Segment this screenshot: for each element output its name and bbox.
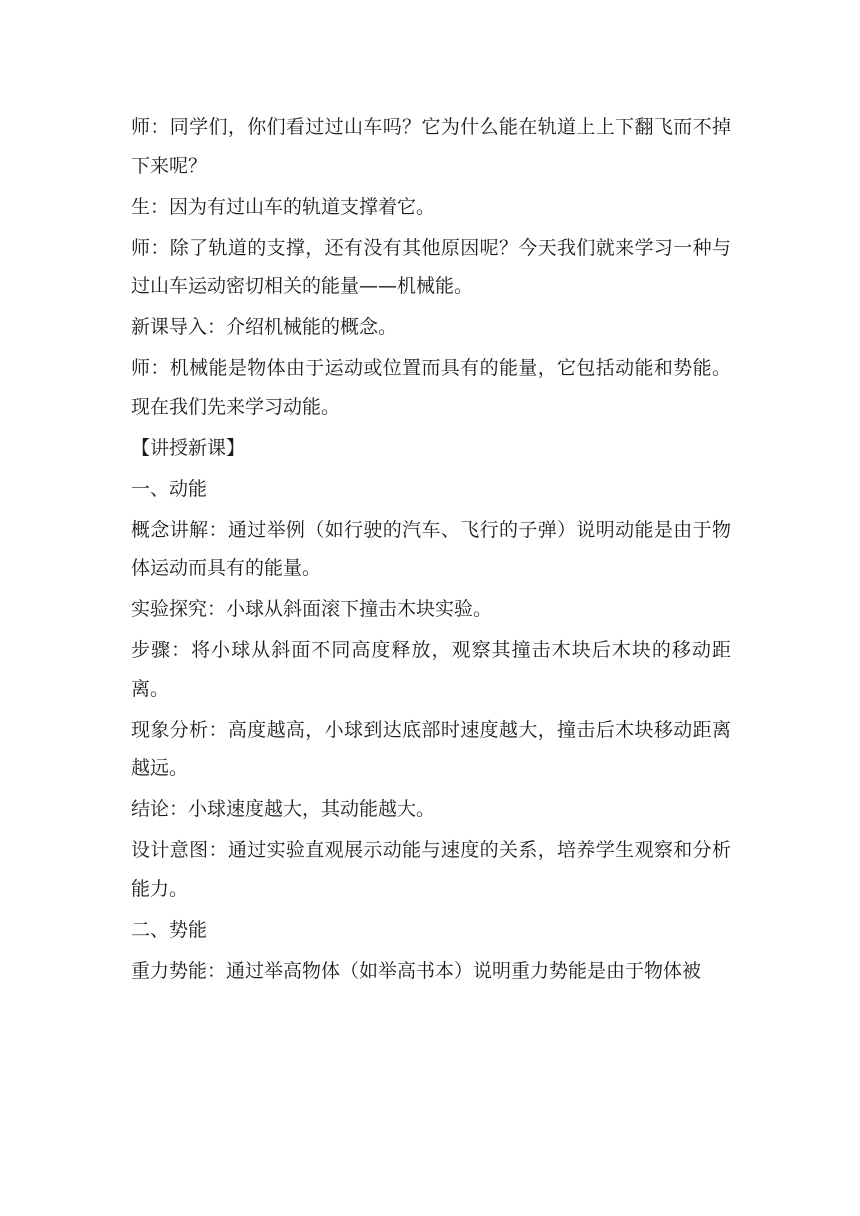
dialogue-teacher-question: 师：同学们，你们看过过山车吗？它为什么能在轨道上上下翻飞而不掉下来呢？ — [131, 116, 731, 177]
section-heading: 【讲授新课】 — [131, 436, 246, 459]
design-intent: 设计意图：通过实验直观展示动能与速度的关系，培养学生观察和分析能力。 — [131, 839, 731, 900]
phenomenon-analysis: 现象分析：高度越高，小球到达底部时速度越大，撞击后木块移动距离越远。 — [131, 718, 731, 779]
experiment-steps: 步骤：将小球从斜面不同高度释放，观察其撞击木块后木块的移动距离。 — [131, 639, 731, 700]
dialogue-teacher-definition: 师：机械能是物体由于运动或位置而具有的能量，它包括动能和势能。现在我们先来学习动能。 — [131, 357, 731, 418]
subsection-heading-potential: 二、势能 — [131, 918, 208, 941]
conclusion: 结论：小球速度越大，其动能越大。 — [131, 798, 436, 820]
new-lesson-intro: 新课导入：介绍机械能的概念。 — [131, 316, 398, 338]
dialogue-student-answer: 生：因为有过山车的轨道支撑着它。 — [131, 195, 436, 218]
document-body — [131, 108, 731, 993]
subsection-heading-kinetic: 一、动能 — [131, 477, 208, 500]
experiment-title: 实验探究：小球从斜面滚下撞击木块实验。 — [131, 598, 493, 620]
concept-explanation: 概念讲解：通过举例（如行驶的汽车、飞行的子弹）说明动能是由于物体运动而具有的能量。 — [131, 518, 731, 579]
gravitational-potential: 重力势能：通过举高物体（如举高书本）说明重力势能是由于物体被 — [131, 959, 702, 982]
dialogue-teacher-intro: 师：除了轨道的支撑，还有没有其他原因呢？今天我们就来学习一种与过山车运动密切相关的能量——机械能。 — [131, 236, 731, 297]
